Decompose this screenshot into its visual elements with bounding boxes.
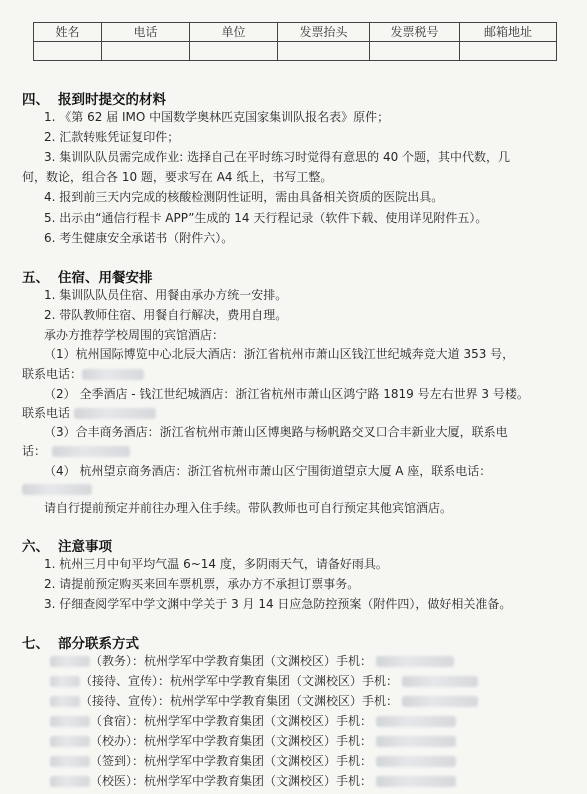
redacted-name [50,776,90,787]
redacted-name [50,696,80,707]
list-item: 1. 《第 62 届 IMO 中国数学奥林匹克国家集训队报名表》原件； [44,110,390,124]
list-item: 2. 带队教师住宿、用餐自行解决，费用自理。 [44,308,288,322]
hotel-phone-line [22,481,92,497]
redacted-phone [376,736,456,747]
redacted-phone [402,696,478,707]
section-heading [22,266,153,286]
table-header-cell: 发票税号 [370,23,460,42]
section-number: 七、 [22,636,49,652]
list-item: 2. 汇款转账凭证复印件； [44,130,180,144]
redacted-phone [74,408,156,419]
table-cell [370,42,460,61]
redacted-name [50,756,90,767]
hotel-item: （1）杭州国际博览中心北辰大酒店：浙江省杭州市萧山区钱江世纪城奔竞大道 353 号， [44,347,515,361]
redacted-phone [376,756,456,767]
redacted-phone [82,369,144,380]
section-number: 六、 [22,539,49,555]
table-cell [190,42,278,61]
list-item: 6. 考生健康安全承诺书（附件六）。 [44,231,234,245]
section-heading [22,88,166,108]
list-item: 1. 杭州三月中旬平均气温 6~14 度，多阴雨天气，请备好雨具。 [44,557,388,571]
contact-item [50,693,478,709]
list-item: 1. 集训队队员住宿、用餐由承办方统一安排。 [44,288,288,302]
contact-item [50,733,456,749]
section-title: 注意事项 [58,539,112,555]
contact-text: （签到）：杭州学军中学教育集团（文渊校区）手机： [90,754,373,768]
contact-text: （食宿）：杭州学军中学教育集团（文渊校区）手机： [90,714,373,728]
section-number: 四、 [22,92,49,108]
table-header-cell: 发票抬头 [278,23,370,42]
table-cell [34,42,102,61]
section-heading [22,535,112,555]
contact-text: （校医）：杭州学军中学教育集团（文渊校区）手机： [90,774,373,788]
contact-item [50,753,456,769]
contact-item [50,713,456,729]
contact-text: （校办）：杭州学军中学教育集团（文渊校区）手机： [90,734,373,748]
table-cell [102,42,190,61]
table-header-cell: 单位 [190,23,278,42]
redacted-phone [22,484,92,495]
list-item: 3. 仔细查阅学军中学文渊中学关于 3 月 14 日应急防控预案（附件四），做好相关准备。 [44,597,512,611]
list-item: 2. 请提前预定购买来回车票机票，承办方不承担订票事务。 [44,577,360,591]
section-title: 部分联系方式 [58,636,139,652]
table-cell [460,42,557,61]
redacted-phone [376,776,456,787]
phone-label: 话： [22,444,47,458]
section-heading [22,632,139,652]
hotel-phone-line [22,443,130,459]
hotel-phone-line [22,405,156,421]
contact-text: （接待、宣传）：杭州学军中学教育集团（文渊校区）手机： [80,694,399,708]
table-header-row [34,23,557,42]
contact-text: （教务）：杭州学军中学教育集团（文渊校区）手机： [90,654,373,668]
table-cell [278,42,370,61]
table-header-cell: 姓名 [34,23,102,42]
section-title: 住宿、用餐安排 [58,270,153,286]
table-empty-row [34,42,557,61]
contact-text: （接待、宣传）：杭州学军中学教育集团（文渊校区）手机： [80,674,399,688]
table-header-cell: 电话 [102,23,190,42]
redacted-phone [52,446,130,457]
hotel-item: （2） 全季酒店 - 钱江世纪城酒店：浙江省杭州市萧山区鸿宁路 1819 号左右世界 3 号楼。 [44,387,529,401]
paragraph: 承办方推荐学校周围的宾馆酒店： [44,328,225,342]
list-item: 4. 报到前三天内完成的核酸检测阴性证明，需由具备相关资质的医院出具。 [44,190,444,204]
table-header-cell: 邮箱地址 [460,23,557,42]
phone-label: 联系电话： [22,367,83,381]
registration-table [33,22,557,61]
contact-item [50,673,478,689]
contact-item [50,653,454,669]
section-number: 五、 [22,270,49,286]
redacted-name [50,736,90,747]
list-item-continuation: 何，数论，组合各 10 题，要求写在 A4 纸上，书写工整。 [22,170,333,184]
hotel-item: （4） 杭州望京商务酒店：浙江省杭州市萧山区宁围街道望京大厦 A 座，联系电话： [44,464,492,478]
paragraph: 请自行提前预定并前往办理入住手续。带队教师也可自行预定其他宾馆酒店。 [44,501,453,515]
redacted-name [50,676,80,687]
hotel-phone-line [22,366,144,382]
contact-item [50,773,456,789]
redacted-phone [376,656,454,667]
list-item: 5. 出示由“通信行程卡 APP”生成的 14 天行程记录（软件下载、使用详见附件五）。 [44,211,488,225]
list-item: 3. 集训队队员需完成作业: 选择自己在平时练习时觉得有意思的 40 个题，其中代数，几 [44,150,511,164]
redacted-name [50,716,90,727]
phone-label: 联系电话 [22,406,71,420]
hotel-item: （3）合丰商务酒店：浙江省杭州市萧山区博奥路与杨帆路交叉口合丰新业大厦，联系电 [44,425,508,439]
redacted-phone [402,676,478,687]
redacted-name [50,656,90,667]
redacted-phone [376,716,456,727]
section-title: 报到时提交的材料 [58,92,166,108]
